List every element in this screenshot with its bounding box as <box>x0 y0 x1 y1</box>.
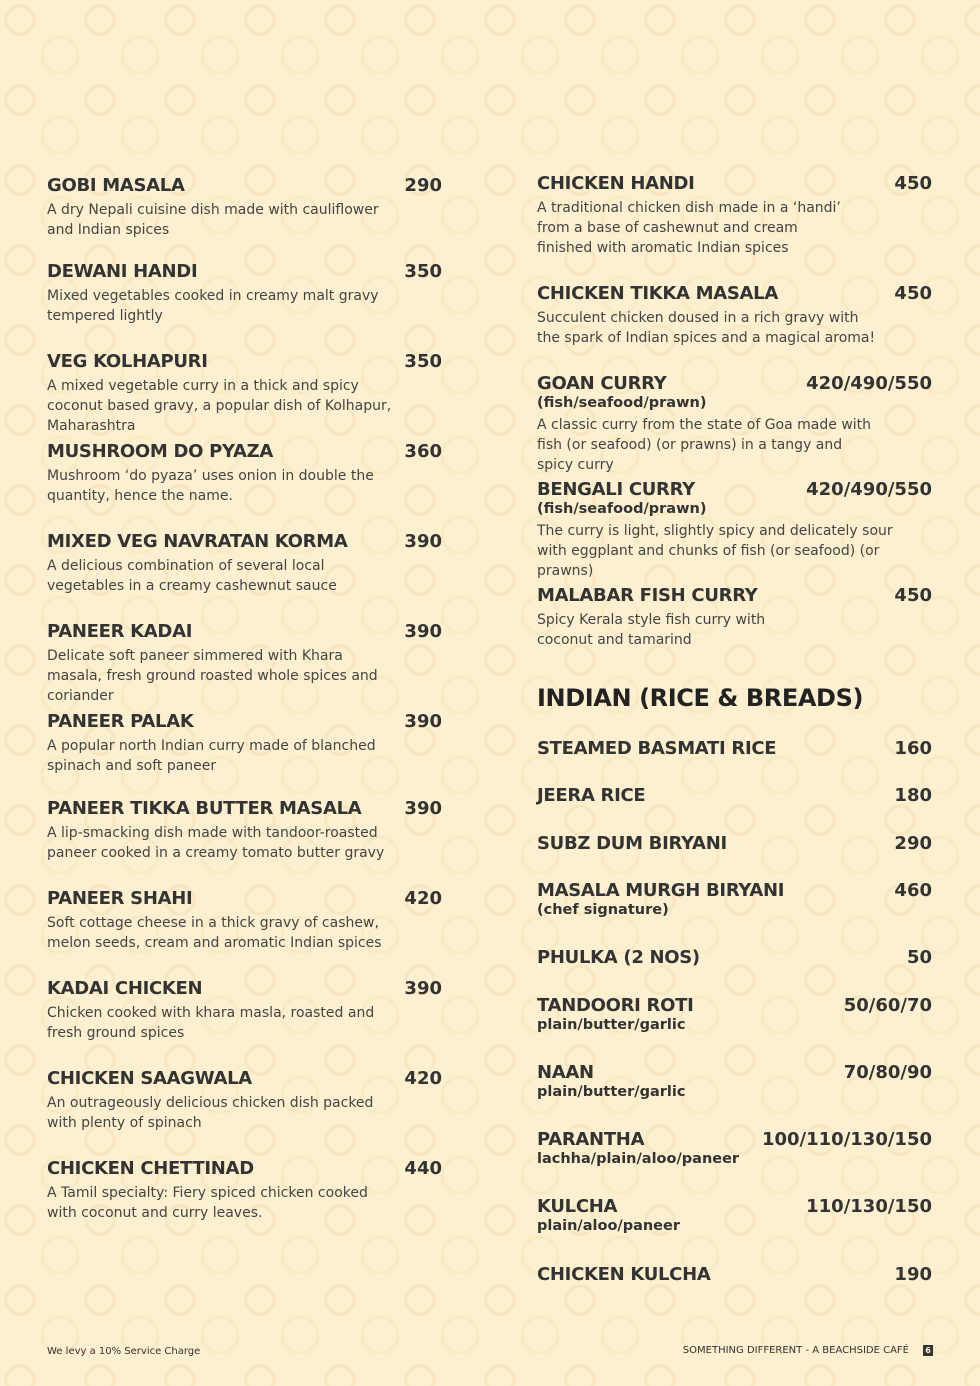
item-name: GOBI MASALA <box>47 175 185 196</box>
item-price: 440 <box>404 1158 442 1179</box>
item-name: MASALA MURGH BIRYANI <box>537 880 785 901</box>
item-name: CHICKEN SAAGWALA <box>47 1068 252 1089</box>
item-price: 420 <box>404 1068 442 1089</box>
menu-item <box>47 1158 442 1223</box>
item-name: KULCHA <box>537 1196 618 1217</box>
menu-item <box>47 351 442 436</box>
item-name: MUSHROOM DO PYAZA <box>47 441 274 462</box>
item-variant: plain/aloo/paneer <box>537 1218 681 1234</box>
menu-item <box>537 833 932 854</box>
menu-item <box>47 175 442 240</box>
item-description: A delicious combination of several local vegetables in a creamy cashewnut sauce <box>47 558 337 594</box>
menu-item <box>537 947 932 968</box>
item-description: A mixed vegetable curry in a thick and spicy coconut based gravy, a popular dish of Kolhapur, Maharashtra <box>47 378 392 434</box>
item-price: 290 <box>894 833 932 854</box>
item-price: 100/110/130/150 <box>761 1129 932 1150</box>
item-price: 390 <box>404 978 442 999</box>
menu-item <box>47 621 442 706</box>
page-number: 6 <box>923 1345 933 1356</box>
menu-item <box>537 283 932 348</box>
footer-tagline <box>683 1345 933 1356</box>
item-name: MIXED VEG NAVRATAN KORMA <box>47 531 348 552</box>
item-description: A lip-smacking dish made with tandoor-roasted paneer cooked in a creamy tomato butter gravy <box>47 825 385 861</box>
item-price: 450 <box>894 283 932 304</box>
menu-item <box>537 479 932 581</box>
item-price: 390 <box>404 531 442 552</box>
item-price: 420 <box>404 888 442 909</box>
item-description: Succulent chicken doused in a rich gravy with the spark of Indian spices and a magical aroma! <box>537 310 876 346</box>
menu-item <box>537 585 932 650</box>
item-description: The curry is light, slightly spicy and delicately sour with eggplant and chunks of fish (or seafood) (or prawns) <box>537 523 893 579</box>
item-price: 450 <box>894 585 932 606</box>
item-price: 110/130/150 <box>806 1196 932 1217</box>
menu-item <box>537 785 932 806</box>
item-price: 390 <box>404 711 442 732</box>
item-description: A Tamil specialty: Fiery spiced chicken cooked with coconut and curry leaves. <box>47 1185 368 1221</box>
item-description: Soft cottage cheese in a thick gravy of cashew, melon seeds, cream and aromatic Indian spices <box>47 915 382 951</box>
item-variant: (fish/seafood/prawn) <box>537 395 707 411</box>
menu-item <box>537 373 932 475</box>
item-name: PARANTHA <box>537 1129 645 1150</box>
item-name: TANDOORI ROTI <box>537 995 694 1016</box>
item-name: JEERA RICE <box>537 785 646 806</box>
menu-item <box>47 261 442 326</box>
item-price: 50/60/70 <box>843 995 932 1016</box>
item-description: Delicate soft paneer simmered with Khara masala, fresh ground roasted whole spices and coriander <box>47 648 378 704</box>
item-name: KADAI CHICKEN <box>47 978 203 999</box>
item-name: CHICKEN KULCHA <box>537 1264 711 1285</box>
menu-item <box>537 995 932 1033</box>
item-price: 180 <box>894 785 932 806</box>
item-price: 450 <box>894 173 932 194</box>
menu-item <box>537 1196 932 1234</box>
item-name: CHICKEN TIKKA MASALA <box>537 283 778 304</box>
item-name: CHICKEN CHETTINAD <box>47 1158 254 1179</box>
menu-item <box>537 1129 932 1167</box>
tagline-text: SOMETHING DIFFERENT - A BEACHSIDE CAFÉ <box>682 1345 909 1356</box>
item-name: PHULKA (2 NOS) <box>537 947 700 968</box>
item-price: 420/490/550 <box>806 373 932 394</box>
item-description: An outrageously delicious chicken dish packed with plenty of spinach <box>47 1095 374 1131</box>
item-name: PANEER PALAK <box>47 711 194 732</box>
item-name: VEG KOLHAPURI <box>47 351 208 372</box>
menu-item <box>537 738 932 759</box>
menu-item <box>537 1062 932 1100</box>
item-name: MALABAR FISH CURRY <box>537 585 758 606</box>
item-price: 290 <box>404 175 442 196</box>
item-name: PANEER SHAHI <box>47 888 193 909</box>
item-description: Mushroom ‘do pyaza’ uses onion in double the quantity, hence the name. <box>47 468 374 504</box>
item-price: 390 <box>404 621 442 642</box>
item-variant: plain/butter/garlic <box>537 1084 686 1100</box>
item-variant: lachha/plain/aloo/paneer <box>537 1151 740 1167</box>
item-name: NAAN <box>537 1062 594 1083</box>
menu-item <box>47 978 442 1043</box>
menu-item <box>47 441 442 506</box>
item-price: 360 <box>404 441 442 462</box>
item-name: BENGALI CURRY <box>537 479 695 500</box>
item-price: 190 <box>894 1264 932 1285</box>
menu-item <box>47 1068 442 1133</box>
item-name: SUBZ DUM BIRYANI <box>537 833 727 854</box>
item-name: STEAMED BASMATI RICE <box>537 738 777 759</box>
item-price: 50 <box>906 947 932 968</box>
menu-item <box>47 888 442 953</box>
item-name: CHICKEN HANDI <box>537 173 695 194</box>
item-description: Chicken cooked with khara masla, roasted and fresh ground spices <box>47 1005 375 1041</box>
item-price: 70/80/90 <box>843 1062 932 1083</box>
item-price: 420/490/550 <box>806 479 932 500</box>
item-name: PANEER KADAI <box>47 621 193 642</box>
item-variant: (fish/seafood/prawn) <box>537 501 707 517</box>
menu-item <box>47 531 442 596</box>
section-heading: INDIAN (RICE & BREADS) <box>537 684 864 712</box>
item-name: DEWANI HANDI <box>47 261 198 282</box>
service-charge-note: We levy a 10% Service Charge <box>47 1346 201 1357</box>
item-price: 160 <box>894 738 932 759</box>
item-description: A dry Nepali cuisine dish made with cauliflower and Indian spices <box>47 202 379 238</box>
menu-item <box>537 1264 932 1285</box>
item-variant: plain/butter/garlic <box>537 1017 686 1033</box>
menu-item <box>537 173 932 258</box>
item-name: PANEER TIKKA BUTTER MASALA <box>47 798 362 819</box>
item-description: A popular north Indian curry made of blanched spinach and soft paneer <box>47 738 376 774</box>
item-price: 350 <box>404 261 442 282</box>
menu-item <box>47 711 442 776</box>
item-name: GOAN CURRY <box>537 373 667 394</box>
menu-item <box>537 880 932 918</box>
menu-item <box>47 798 442 863</box>
item-description: A traditional chicken dish made in a ‘handi’ from a base of cashewnut and cream finished with aromatic Indian spices <box>537 200 841 256</box>
item-price: 350 <box>404 351 442 372</box>
item-price: 460 <box>894 880 932 901</box>
item-description: Mixed vegetables cooked in creamy malt gravy tempered lightly <box>47 288 379 324</box>
item-variant: (chef signature) <box>537 902 669 918</box>
item-description: Spicy Kerala style fish curry with coconut and tamarind <box>537 612 766 648</box>
item-description: A classic curry from the state of Goa made with fish (or seafood) (or prawns) in a tangy and spicy curry <box>537 417 872 473</box>
item-price: 390 <box>404 798 442 819</box>
